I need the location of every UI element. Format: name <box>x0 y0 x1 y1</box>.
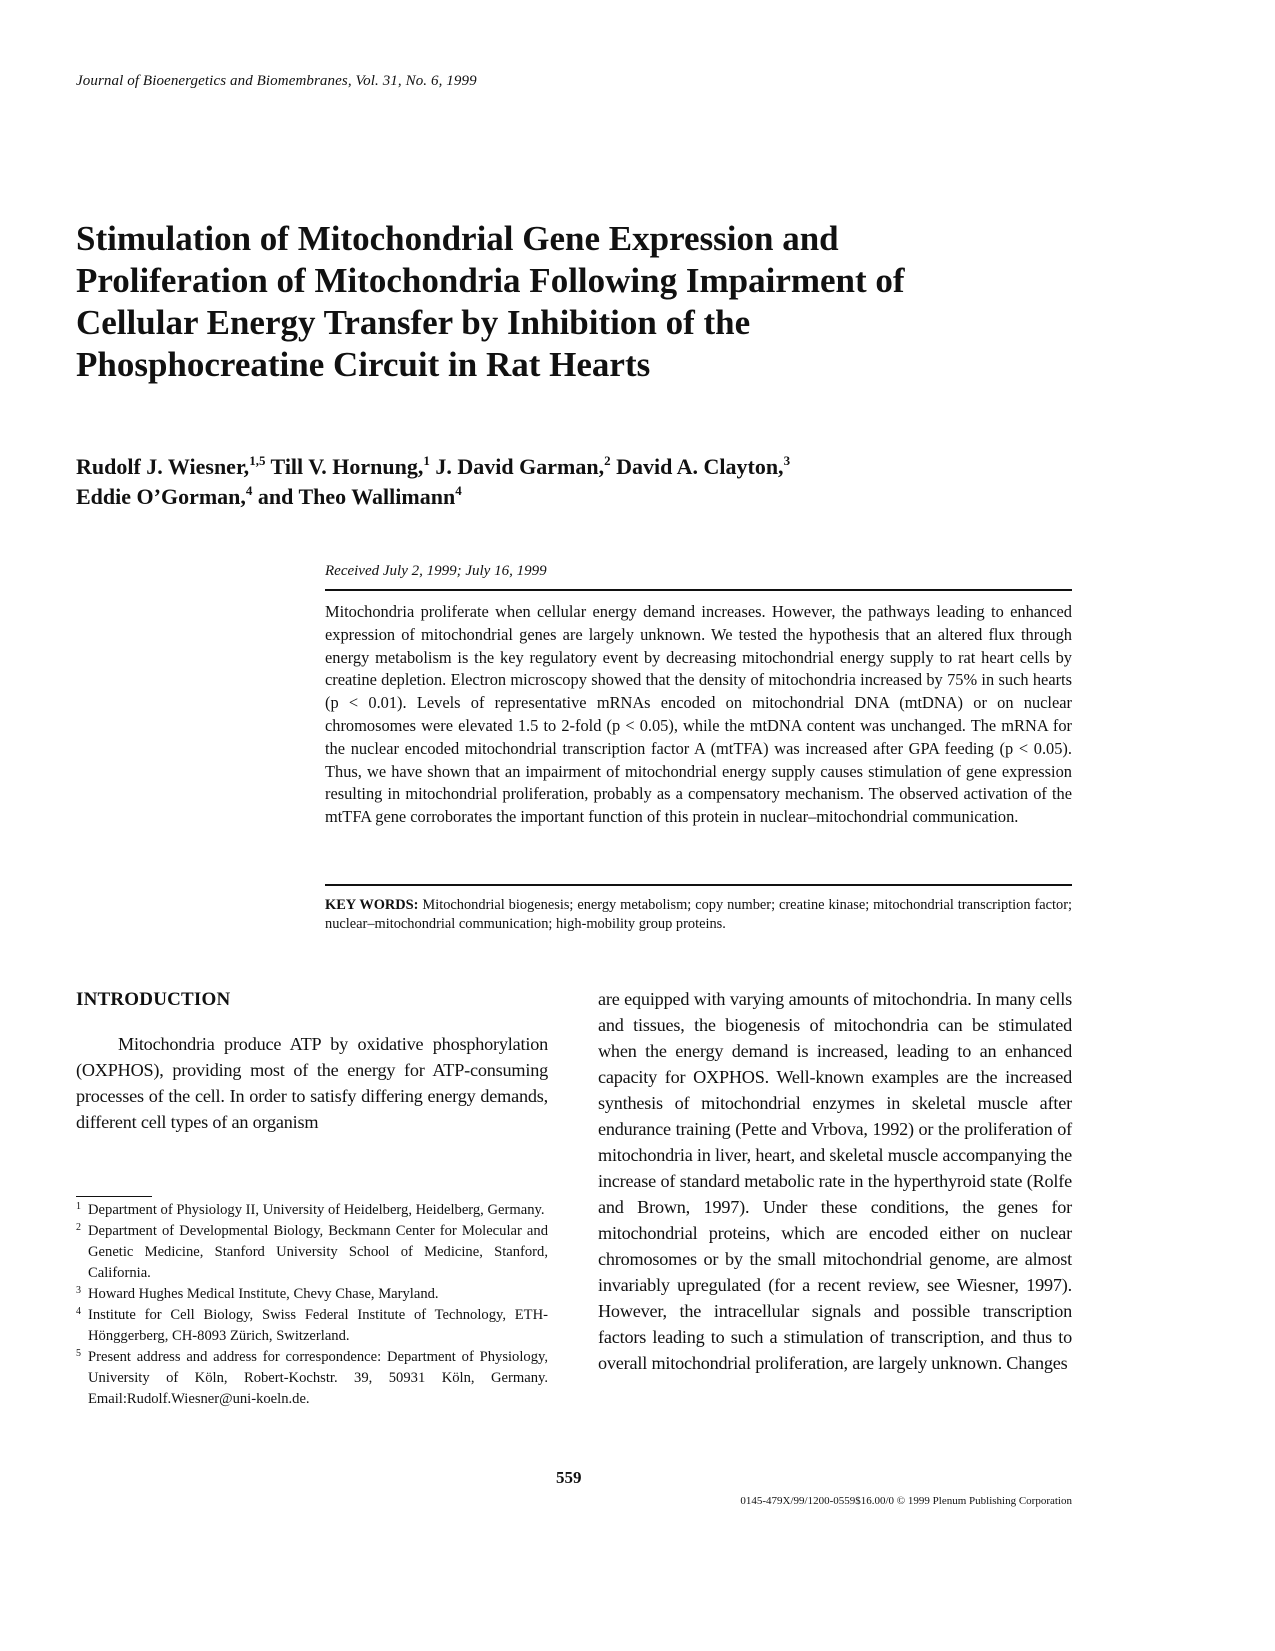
intro-paragraph-left: Mitochondria produce ATP by oxidative phosphorylation (OXPHOS), providing most of the energy for ATP-consuming processes of the cell. In order to satisfy differing energy demands, different cell types of an organism <box>76 1034 548 1132</box>
author-affiliation-mark: 3 <box>783 453 791 468</box>
author-affiliation-mark: 4 <box>455 483 462 498</box>
author-name: and Theo Wallimann <box>252 484 456 509</box>
footnote <box>76 1221 548 1284</box>
footnote <box>76 1305 548 1347</box>
page-number: 559 <box>556 1468 582 1487</box>
author-name: Eddie O’Gorman, <box>76 484 246 509</box>
received-date: Received July 2, 1999; July 16, 1999 <box>325 563 547 579</box>
intro-paragraph-right: are equipped with varying amounts of mitochondria. In many cells and tissues, the biogenesis of mitochondria can be stimulated when the energy demand is increased, leading to an enhanced capacity for OXPHOS. Well-known examples are the increased synthesis of mitochondrial enzymes in skeletal muscle after endurance training (Pette and Vrbova, 1992) or the proliferation of mitochondria in liver, heart, and skeletal muscle accompanying the increase of standard metabolic rate in the hyperthyroid state (Rolfe and Brown, 1997). Under these conditions, the genes for mitochondrial proteins, which are encoded either on nuclear chromosomes or by the small mitochondrial genome, are almost invariably upregulated (for a recent review, see Wiesner, 1997). However, the intracellular signals and possible transcription factors leading to such a stimulation of transcription, and thus to overall mitochondrial proliferation, are largely unknown. Changes <box>598 989 1072 1373</box>
left-column <box>76 989 548 1135</box>
footnote-mark: 4 <box>76 1306 81 1317</box>
footnotes <box>76 1200 548 1410</box>
author-line <box>76 452 1076 482</box>
copyright-line: 0145-479X/99/1200-0559$16.00/0 © 1999 Plenum Publishing Corporation <box>740 1495 1072 1507</box>
author-list <box>76 452 1076 512</box>
keywords-label: KEY WORDS: <box>325 897 419 913</box>
footnote-text: Institute for Cell Biology, Swiss Federal Institute of Technology, ETH-Hönggerberg, CH-8093 Zürich, Switzerland. <box>88 1307 548 1344</box>
footnote-mark: 2 <box>76 1222 81 1233</box>
author-affiliation-mark: 2 <box>604 453 611 468</box>
footnote <box>76 1347 548 1410</box>
footnote-text: Present address and address for correspondence: Department of Physiology, University of Köln, Robert-Kochstr. 39, 50931 Köln, Germany. Email:Rudolf.Wiesner@uni-koeln.de. <box>88 1349 548 1407</box>
author-affiliation-mark: 4 <box>245 483 253 498</box>
footnote <box>76 1200 548 1221</box>
author-name: David A. Clayton, <box>610 454 784 479</box>
title-line: Stimulation of Mitochondrial Gene Expression and <box>76 219 839 258</box>
title-line: Phosphocreatine Circuit in Rat Hearts <box>76 345 651 384</box>
abstract-top-rule <box>325 589 1072 591</box>
footnote-text: Howard Hughes Medical Institute, Chevy Chase, Maryland. <box>88 1286 439 1302</box>
title-line: Cellular Energy Transfer by Inhibition of the <box>76 303 751 342</box>
abstract-bottom-rule <box>325 884 1072 886</box>
author-affiliation-mark: 1,5 <box>249 453 266 468</box>
keywords-text: Mitochondrial biogenesis; energy metabolism; copy number; creatine kinase; mitochondrial transcription factor; nuclear–mitochondrial communication; high-mobility group proteins. <box>325 897 1072 932</box>
footnote-text: Department of Physiology II, University of Heidelberg, Heidelberg, Germany. <box>88 1202 545 1218</box>
author-affiliation-mark: 1 <box>423 453 430 468</box>
article-title <box>76 218 1076 386</box>
author-name: Till V. Hornung, <box>265 454 424 479</box>
journal-citation: Journal of Bioenergetics and Biomembranes, Vol. 31, No. 6, 1999 <box>76 73 477 89</box>
footnote <box>76 1284 548 1305</box>
footnote-text: Department of Developmental Biology, Beckmann Center for Molecular and Genetic Medicine, Stanford University School of Medicine, Stanford, California. <box>88 1223 548 1281</box>
footnote-mark: 1 <box>76 1201 81 1212</box>
footnote-rule <box>76 1196 152 1197</box>
abstract: Mitochondria proliferate when cellular energy demand increases. However, the pathways leading to enhanced expression of mitochondrial genes are largely unknown. We tested the hypothesis that an altered flux through energy metabolism is the key regulatory event by decreasing mitochondrial energy supply to rat heart cells by creatine depletion. Electron microscopy showed that the density of mitochondria increased by 75% in such hearts (p < 0.01). Levels of representative mRNAs encoded on mitochondrial DNA (mtDNA) or on nuclear chromosomes were elevated 1.5 to 2-fold (p < 0.05), while the mtDNA content was unchanged. The mRNA for the nuclear encoded mitochondrial transcription factor A (mtTFA) was increased after GPA feeding (p < 0.05). Thus, we have shown that an impairment of mitochondrial energy supply causes stimulation of gene expression resulting in mitochondrial proliferation, probably as a compensatory mechanism. The observed activation of the mtTFA gene corroborates the important function of this protein in nuclear–mitochondrial communication. <box>325 602 1072 827</box>
author-line <box>76 482 1076 512</box>
author-name: Rudolf J. Wiesner, <box>76 454 250 479</box>
footnote-mark: 3 <box>76 1285 81 1296</box>
title-line: Proliferation of Mitochondria Following Impairment of <box>76 261 905 300</box>
keywords <box>325 896 1072 933</box>
footnote-mark: 5 <box>76 1348 81 1359</box>
section-heading-introduction: INTRODUCTION <box>76 989 231 1010</box>
author-name: J. David Garman, <box>429 454 605 479</box>
